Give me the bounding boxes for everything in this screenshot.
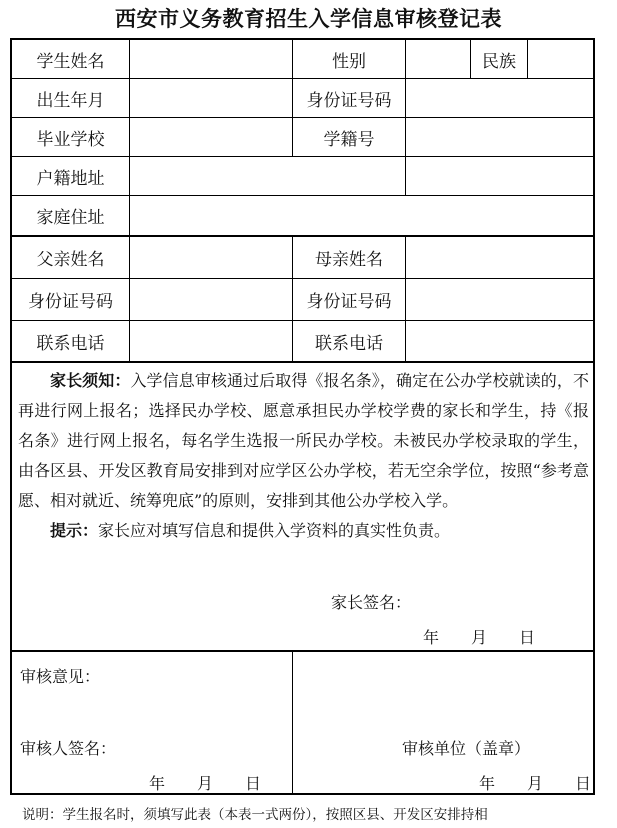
reviewer-signature-label: 审核人签名： (20, 739, 117, 758)
parent-notice (18, 366, 589, 546)
tip-heading: 提示： (50, 521, 99, 540)
review-unit-seal-label: 审核单位（盖章） (402, 739, 531, 758)
form-title: 西安市义务教育招生入学信息审核登记表 (115, 7, 502, 31)
notice-heading: 家长须知： (50, 371, 131, 390)
label-father-name: 父亲姓名 (36, 250, 105, 270)
mother-name-field[interactable] (406, 237, 593, 278)
review-left-date: 年 月 日 (149, 774, 262, 793)
student-number-field[interactable] (406, 118, 593, 156)
mother-id-field[interactable] (406, 279, 593, 320)
graduated-school-field[interactable] (130, 118, 292, 156)
notice-body: 入学信息审核通过后取得《报名条》，确定在公办学校就读的，不再进行网上报名；选择民办学校、愿意承担民办学校学费的家长和学生，持《报名条》进行网上报名，每名学生选报一所民办学校。未被民办学校录取的学生，由各区县、开发区教育局安排到对应学区公办学校，若无空余学位，按照“参考意愿、相对就近、统筹兜底”的原则，安排到其他公办学校入学。 (18, 371, 589, 510)
gender-field[interactable] (406, 40, 470, 78)
student-name-field[interactable] (130, 40, 292, 78)
ethnicity-field[interactable] (528, 40, 593, 78)
father-name-field[interactable] (130, 237, 292, 278)
label-gender: 性别 (332, 51, 366, 72)
label-id-number: 身份证号码 (306, 90, 392, 111)
household-address-field[interactable] (130, 157, 593, 195)
parent-signature-label: 家长签名： (331, 593, 412, 612)
label-student-name: 学生姓名 (36, 51, 105, 72)
label-home-address: 家庭住址 (36, 208, 105, 228)
label-mother-id: 身份证号码 (306, 292, 392, 312)
label-father-phone: 联系电话 (36, 333, 105, 354)
tip-paragraph (18, 516, 589, 546)
notice-paragraph (18, 366, 589, 516)
label-father-id: 身份证号码 (28, 292, 113, 312)
footnote: 说明：学生报名时，须填写此表（本表一式两份），按照区县、开发区安排持相 (22, 807, 488, 823)
parent-signature-date: 年 月 日 (423, 628, 536, 647)
label-student-number: 学籍号 (323, 129, 375, 150)
id-number-field[interactable] (406, 79, 593, 117)
label-household-address: 户籍地址 (36, 168, 105, 189)
mother-phone-field[interactable] (406, 321, 593, 361)
father-id-field[interactable] (130, 279, 292, 320)
review-opinion-label: 审核意见： (20, 667, 101, 686)
registration-form (10, 38, 595, 795)
review-right-date: 年 月 日 (479, 774, 592, 793)
label-graduated-school: 毕业学校 (36, 129, 105, 150)
label-birth-date: 出生年月 (36, 90, 105, 111)
label-ethnicity: 民族 (482, 51, 516, 72)
father-phone-field[interactable] (130, 321, 292, 361)
birth-date-field[interactable] (130, 79, 292, 117)
label-mother-name: 母亲姓名 (315, 250, 383, 270)
home-address-field[interactable] (130, 196, 593, 235)
label-mother-phone: 联系电话 (315, 333, 383, 354)
tip-body: 家长应对填写信息和提供入学资料的真实性负责。 (98, 521, 451, 540)
